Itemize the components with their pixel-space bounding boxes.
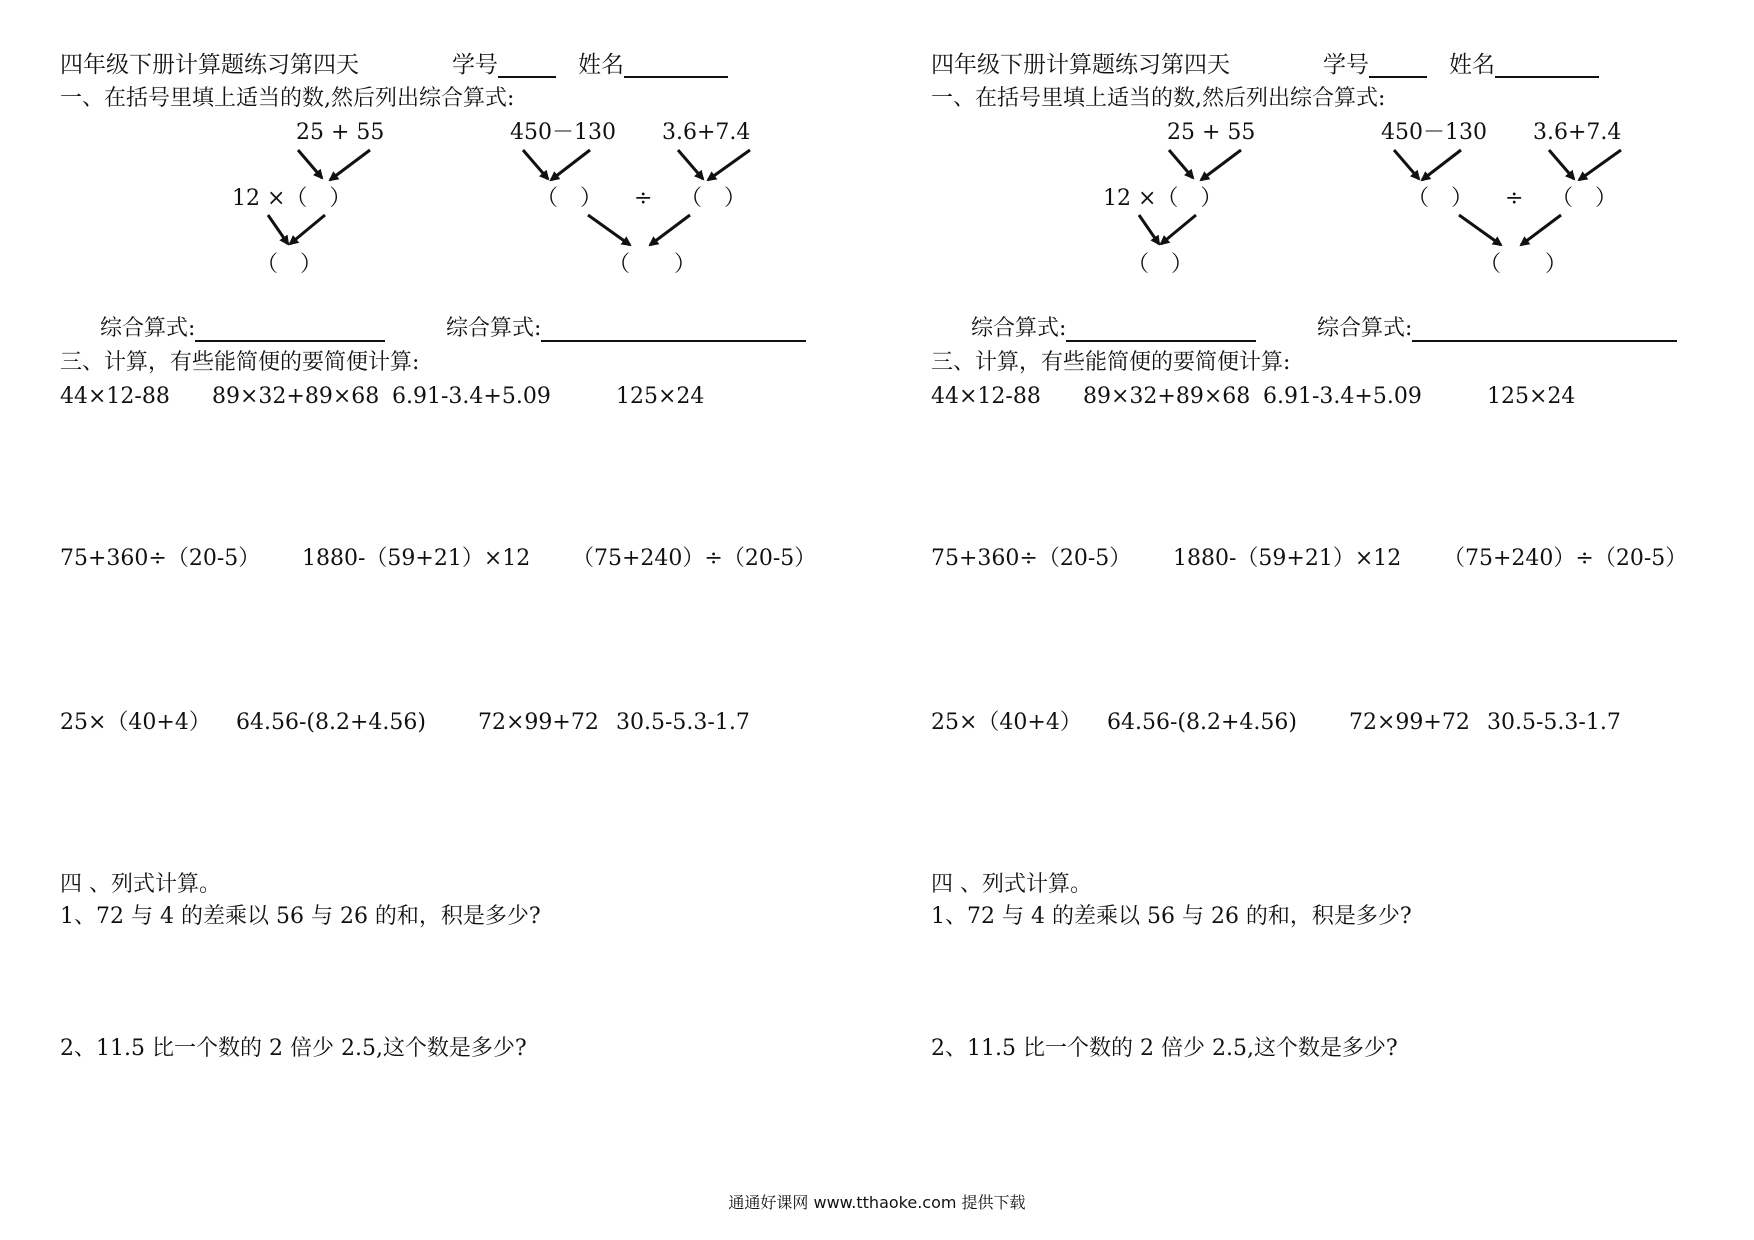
- section3-heading: 三、计算，有些能简便的要简便计算:: [60, 350, 420, 375]
- arrow-diagram: [871, 0, 1731, 320]
- section1-heading: 一、在括号里填上适当的数,然后列出综合算式:: [60, 86, 515, 111]
- formula-blank-1[interactable]: [195, 318, 385, 342]
- section4-heading: 四 、列式计算。: [931, 872, 1092, 897]
- diagram-b-operator: ÷: [634, 186, 653, 211]
- diagram-b-middle-right[interactable]: （ ）: [680, 186, 747, 211]
- diagram-b-bottom[interactable]: （ ）: [608, 252, 697, 277]
- calc-r1-3: 6.91-3.4+5.09: [392, 384, 551, 409]
- calc-r3-3: 72×99+72: [478, 710, 599, 735]
- calc-r3-2: 64.56-(8.2+4.56): [1107, 710, 1297, 735]
- arrow-diagram: [0, 0, 860, 320]
- calc-r1-2: 89×32+89×68: [212, 384, 380, 409]
- calc-r3-2: 64.56-(8.2+4.56): [236, 710, 426, 735]
- student-id-label: 学号: [452, 52, 556, 78]
- word-problem-1: 1、72 与 4 的差乘以 56 与 26 的和，积是多少?: [60, 904, 541, 929]
- diagram-b-middle-left[interactable]: （ ）: [536, 186, 603, 211]
- calc-r2-2: 1880-（59+21）×12: [302, 546, 531, 571]
- calc-r2-2: 1880-（59+21）×12: [1173, 546, 1402, 571]
- word-problem-2: 2、11.5 比一个数的 2 倍少 2.5,这个数是多少?: [60, 1036, 527, 1061]
- diagram-b-bottom[interactable]: （ ）: [1479, 252, 1568, 277]
- diagram-b-top-right: 3.6+7.4: [662, 120, 751, 145]
- worksheet-title: 四年级下册计算题练习第四天: [60, 52, 359, 78]
- diagram-a-middle[interactable]: 12 ×（ ）: [232, 186, 352, 211]
- calc-r3-4: 30.5-5.3-1.7: [1487, 710, 1621, 735]
- diagram-b-middle-right[interactable]: （ ）: [1551, 186, 1618, 211]
- calc-r1-1: 44×12-88: [60, 384, 170, 409]
- section4-heading: 四 、列式计算。: [60, 872, 221, 897]
- formula-label-2: 综合算式:: [1317, 316, 1677, 342]
- calc-r2-1: 75+360÷（20-5）: [60, 546, 261, 571]
- formula-label-1: 综合算式:: [971, 316, 1256, 342]
- formula-blank-2[interactable]: [541, 318, 806, 342]
- calc-r1-4: 125×24: [1487, 384, 1576, 409]
- formula-label-2: 综合算式:: [446, 316, 806, 342]
- calc-r3-3: 72×99+72: [1349, 710, 1470, 735]
- name-label: 姓名: [578, 52, 728, 78]
- name-label: 姓名: [1449, 52, 1599, 78]
- diagram-a-bottom[interactable]: （ ）: [256, 252, 323, 277]
- calc-r3-1: 25×（40+4）: [60, 710, 211, 735]
- calc-r3-4: 30.5-5.3-1.7: [616, 710, 750, 735]
- diagram-a-top: 25 + 55: [296, 120, 385, 145]
- formula-blank-2[interactable]: [1412, 318, 1677, 342]
- calc-r2-3: （75+240）÷（20-5）: [572, 546, 817, 571]
- calc-r1-1: 44×12-88: [931, 384, 1041, 409]
- calc-r2-3: （75+240）÷（20-5）: [1443, 546, 1688, 571]
- student-id-label: 学号: [1323, 52, 1427, 78]
- formula-label-1: 综合算式:: [100, 316, 385, 342]
- diagram-b-top-left: 450－130: [1381, 120, 1487, 145]
- diagram-a-middle[interactable]: 12 ×（ ）: [1103, 186, 1223, 211]
- calc-r1-2: 89×32+89×68: [1083, 384, 1251, 409]
- calc-r1-4: 125×24: [616, 384, 705, 409]
- diagram-b-operator: ÷: [1505, 186, 1524, 211]
- word-problem-2: 2、11.5 比一个数的 2 倍少 2.5,这个数是多少?: [931, 1036, 1398, 1061]
- diagram-a-bottom[interactable]: （ ）: [1127, 252, 1194, 277]
- section3-heading: 三、计算，有些能简便的要简便计算:: [931, 350, 1291, 375]
- calc-r1-3: 6.91-3.4+5.09: [1263, 384, 1422, 409]
- calc-r2-1: 75+360÷（20-5）: [931, 546, 1132, 571]
- footer-credit: 通通好课网 www.tthaoke.com 提供下载: [728, 1193, 1026, 1212]
- word-problem-1: 1、72 与 4 的差乘以 56 与 26 的和，积是多少?: [931, 904, 1412, 929]
- worksheet-left: [0, 0, 860, 1180]
- diagram-a-top: 25 + 55: [1167, 120, 1256, 145]
- diagram-b-top-right: 3.6+7.4: [1533, 120, 1622, 145]
- worksheet-title: 四年级下册计算题练习第四天: [931, 52, 1230, 78]
- worksheet-right: [871, 0, 1731, 1180]
- section1-heading: 一、在括号里填上适当的数,然后列出综合算式:: [931, 86, 1386, 111]
- diagram-b-top-left: 450－130: [510, 120, 616, 145]
- calc-r3-1: 25×（40+4）: [931, 710, 1082, 735]
- formula-blank-1[interactable]: [1066, 318, 1256, 342]
- diagram-b-middle-left[interactable]: （ ）: [1407, 186, 1474, 211]
